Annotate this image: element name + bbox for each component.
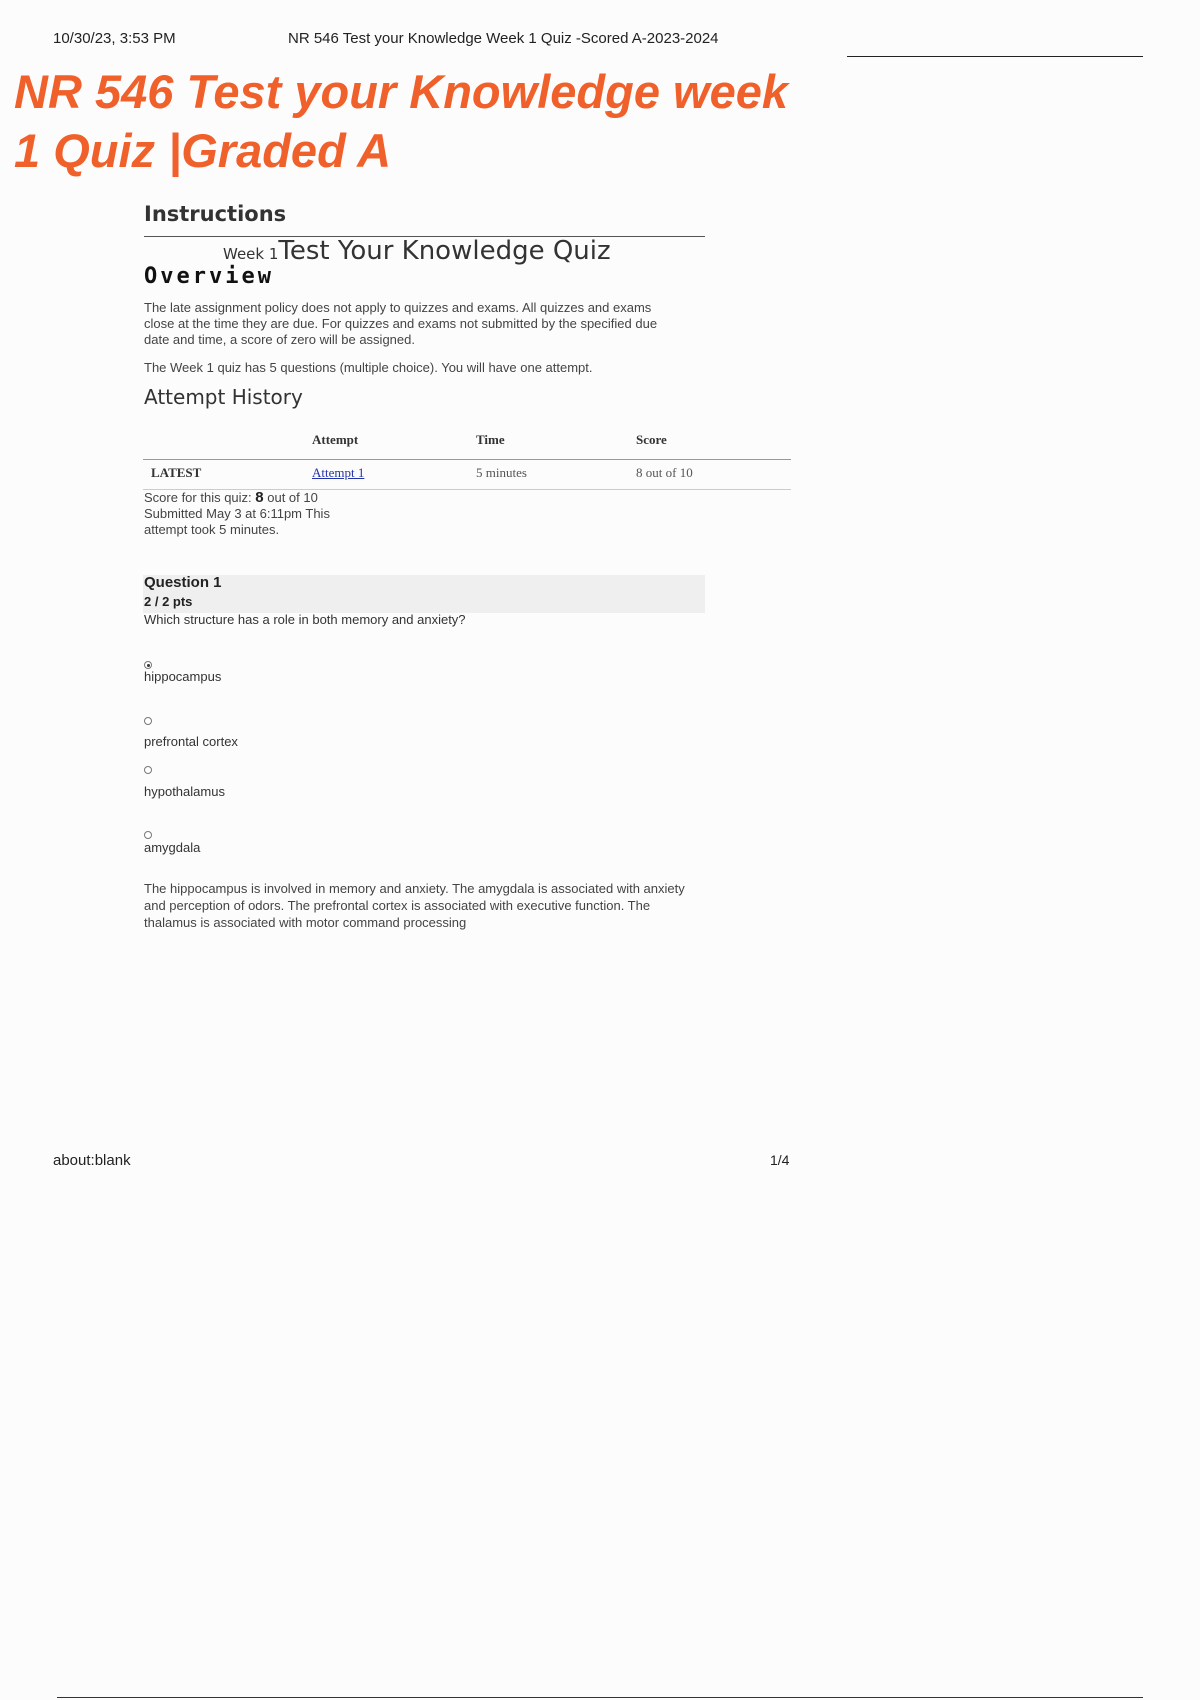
answer-explanation: The hippocampus is involved in memory and anxiety. The amygdala is associated with anxiety and perception of odors. The prefrontal cortex is associated with executive function. The thalamus is associated with motor command processing xyxy=(144,881,685,930)
answer-radio-amygdala[interactable] xyxy=(144,831,152,839)
answer-label-hypothalamus: hypothalamus xyxy=(144,784,225,799)
document-heading-line-1: NR 546 Test your Knowledge week xyxy=(14,65,788,118)
answer-label-prefrontal-cortex: prefrontal cortex xyxy=(144,734,238,749)
page-bottom-rule xyxy=(57,1697,1143,1698)
attempt-score: 8 out of 10 xyxy=(636,465,693,480)
attempt-link[interactable]: Attempt 1 xyxy=(312,465,365,480)
latest-label: LATEST xyxy=(151,465,202,480)
answer-radio-hypothalamus[interactable] xyxy=(144,766,152,774)
header-rule xyxy=(847,56,1143,57)
answer-label-hippocampus: hippocampus xyxy=(144,669,222,684)
quiz-title-prefix: Week 1 xyxy=(223,245,279,263)
document-heading xyxy=(14,62,874,180)
answer-label-amygdala: amygdala xyxy=(144,840,201,855)
score-value: 8 xyxy=(255,489,264,506)
answer-radio-hippocampus[interactable] xyxy=(144,661,152,669)
late-policy-text: The late assignment policy does not apply to quizzes and exams. All quizzes and exams close at the time they are due. For quizzes and exams not submitted by the specified due date and time, a score of zero will be assigned. xyxy=(144,300,658,347)
quiz-info-text: The Week 1 quiz has 5 questions (multiple choice). You will have one attempt. xyxy=(144,360,593,375)
question-header-box xyxy=(143,575,705,613)
column-header-score: Score xyxy=(636,432,667,447)
score-summary-prefix: Score for this quiz: xyxy=(144,490,252,505)
quiz-title xyxy=(223,236,611,266)
print-footer-url: about:blank xyxy=(53,1152,131,1169)
overview-heading: Overview xyxy=(144,264,274,289)
quiz-title-main: Test Your Knowledge Quiz xyxy=(278,236,611,266)
answer-radio-prefrontal-cortex[interactable] xyxy=(144,717,152,725)
score-summary xyxy=(144,490,334,538)
attempt-history-heading: Attempt History xyxy=(144,385,303,409)
page-number: 1/4 xyxy=(770,1152,790,1168)
print-title: NR 546 Test your Knowledge Week 1 Quiz -Scored A-2023-2024 xyxy=(288,30,719,47)
column-header-time: Time xyxy=(476,432,505,447)
score-summary-suffix: out of 10 Submitted May 3 at 6:11pm This attempt took 5 minutes. xyxy=(144,490,330,537)
question-text: Which structure has a role in both memory and anxiety? xyxy=(144,612,466,627)
column-header-attempt: Attempt xyxy=(312,432,359,447)
question-points: 2 / 2 pts xyxy=(144,594,193,609)
attempt-time: 5 minutes xyxy=(476,465,527,480)
print-date: 10/30/23, 3:53 PM xyxy=(53,30,176,47)
question-title: Question 1 xyxy=(144,574,222,591)
document-heading-line-2: 1 Quiz |Graded A xyxy=(14,124,392,177)
table-header-rule xyxy=(143,459,791,460)
instructions-heading: Instructions xyxy=(144,202,287,226)
